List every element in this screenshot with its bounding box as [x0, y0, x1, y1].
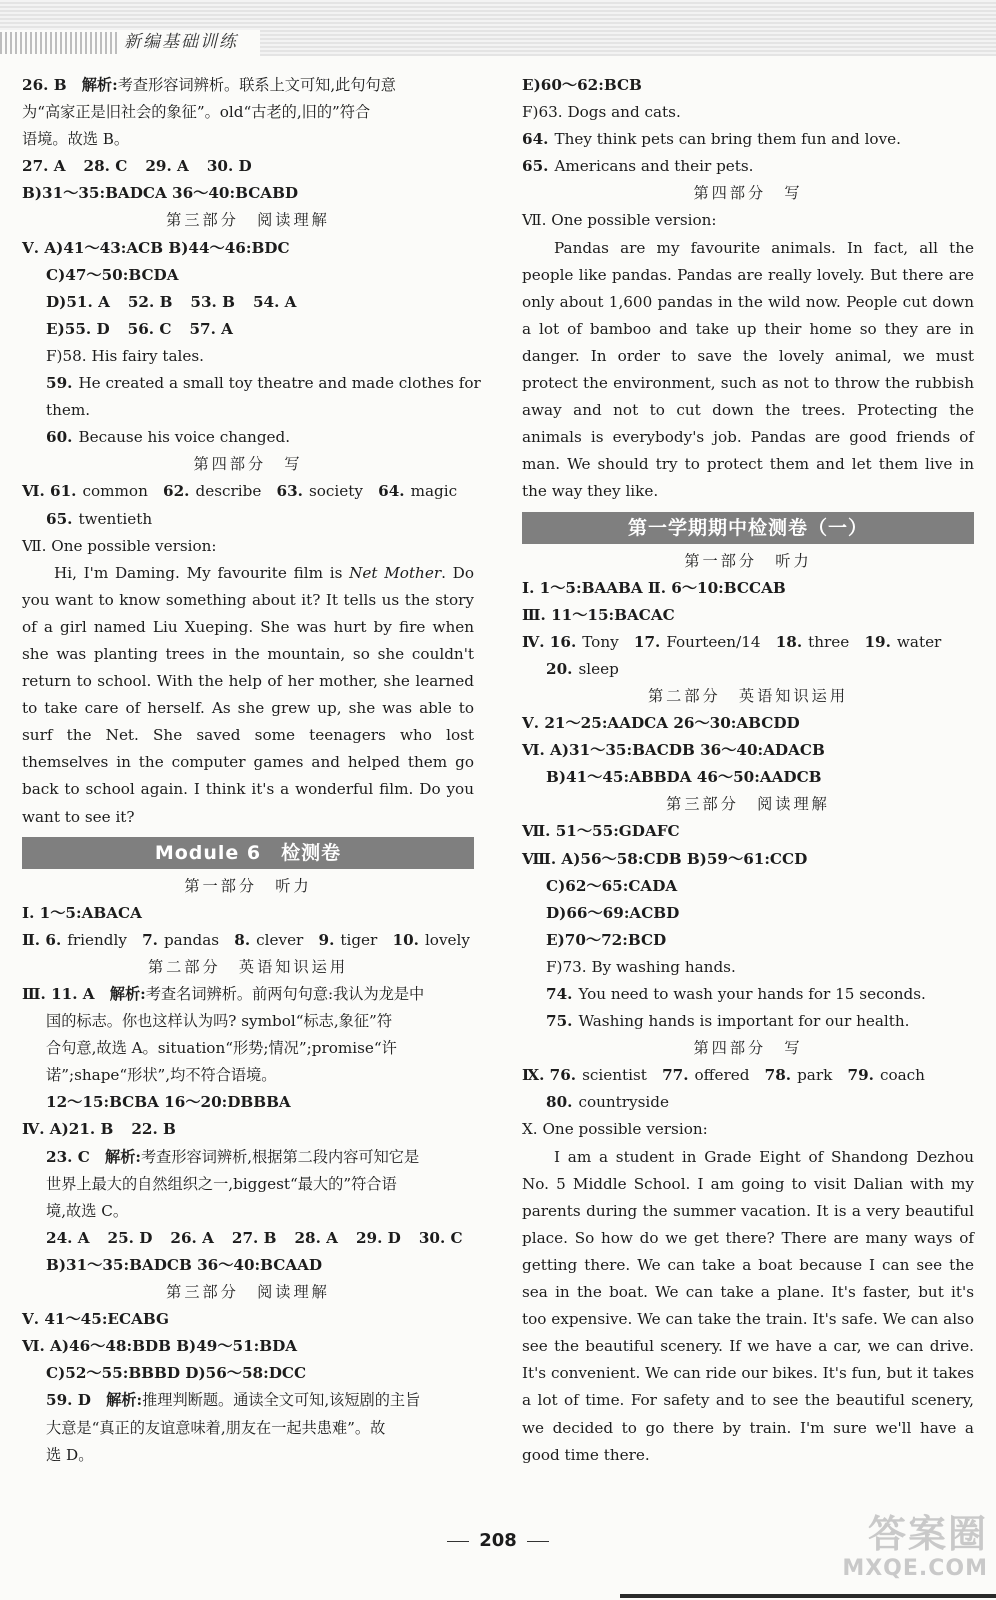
answer-line: 26. B 解析:考查形容词辨析。联系上文可知,此句句意 — [22, 76, 396, 94]
answer-line: them. — [46, 401, 91, 420]
answer-line: Ⅵ. A)46～48:BDB B)49～51:BDA — [22, 1337, 298, 1356]
answer-line: 12～15:BCBA 16～20:DBBBA — [46, 1093, 291, 1112]
answer-line: Ⅵ. A)31～35:BACDB 36～40:ADACB — [522, 741, 825, 760]
section-heading: 第二部分 英语知识运用 — [147, 957, 349, 976]
section-heading: 第一部分 听力 — [184, 876, 312, 895]
answer-line: Ⅰ. 1～5:BAABA Ⅱ. 6～10:BCCAB — [522, 578, 786, 597]
answer-line: C)47～50:BCDA — [46, 265, 179, 284]
section-heading: 第四部分 写 — [693, 184, 803, 203]
section-heading: 第三部分 阅读理解 — [166, 211, 330, 230]
answer-line: 59. D 解析:推理判断题。通读全文可知,该短剧的主旨 — [46, 1391, 421, 1410]
answer-line: E)55. D 56. C 57. A — [46, 319, 233, 338]
bottom-rule — [620, 1594, 996, 1598]
answer-line: Ⅴ. A)41～43:ACB B)44～46:BDC — [22, 238, 290, 257]
answer-line: D)51. A 52. B 53. B 54. A — [46, 292, 297, 311]
answer-line: Ⅱ. 6. friendly 7. pandas 8. clever 9. tiger 10. lovely — [22, 930, 470, 949]
section-heading: 第三部分 阅读理解 — [166, 1283, 330, 1302]
answer-line: 20. sleep — [546, 659, 619, 678]
answer-line: D)66～69:ACBD — [546, 903, 680, 922]
answer-line: Ⅹ. One possible version: — [522, 1120, 708, 1139]
answer-line: 80. countryside — [546, 1093, 669, 1112]
right-column — [522, 72, 974, 1469]
answer-line: B)41～45:ABBDA 46～50:AADCB — [546, 768, 822, 787]
answer-line: 诺”;shape“形状”,均不符合语境。 — [46, 1066, 277, 1085]
section-heading: 第二部分 英语知识运用 — [647, 686, 849, 705]
essay-paragraph: Hi, I'm Daming. My favourite film is Net Mother. Do you want to know something about it? It tells us the story of a girl named Liu Xueping. She was hurt by fire when she was planting trees in the mountain, so she couldn't return to school. With the help of her mother, she learned to take care of herself. As she grew up, she was able to surf the Net. She saved some teenagers who lost themselves in the computer games and helped them go back to school again. I think it's a wonderful film. Do you want to see it? — [22, 563, 474, 826]
answer-line: 64. They think pets can bring them fun and love. — [522, 130, 901, 149]
answer-line: 为“高家正是旧社会的象征”。old“古老的,旧的”符合 — [22, 103, 371, 122]
section-banner: Module 6 检测卷 — [22, 837, 474, 869]
answer-line: 国的标志。你也这样认为吗? symbol“标志,象征”符 — [46, 1012, 393, 1031]
answer-line: C)62～65:CADA — [546, 876, 678, 895]
answer-line: E)60～62:BCB — [522, 76, 642, 94]
answer-line: 合句意,故选 A。situation“形势;情况”;promise“许 — [46, 1039, 397, 1058]
answer-line: 75. Washing hands is important for our health. — [546, 1012, 910, 1031]
answer-line: Ⅷ. A)56～58:CDB B)59～61:CCD — [522, 849, 808, 868]
answer-line: B)31～35:BADCA 36～40:BCABD — [22, 184, 299, 203]
essay-paragraph: Pandas are my favourite animals. In fact, all the people like pandas. Pandas are really lovely. But there are only about 1,600 pandas in the wild now. People cut down a lot of bamboo and take up their home so they are in danger. In order to save the lovely animal, we must protect the environment, such as not to throw the rubbish away and not to cut down the trees. Protecting the animals is everybody's job. Pandas are good friends of man. We should try to protect them and let them live in the way they like. — [522, 238, 974, 501]
answer-line: 语境。故选 B。 — [22, 130, 130, 149]
answer-line: Ⅸ. 76. scientist 77. offered 78. park 79. coach — [522, 1066, 925, 1085]
answer-line: Ⅲ. 11. A 解析:考查名词辨析。前两句句意:我认为龙是中 — [22, 985, 425, 1003]
answer-line: 65. Americans and their pets. — [522, 157, 754, 176]
answer-line: 23. C 解析:考查形容词辨析,根据第二段内容可知它是 — [46, 1147, 420, 1166]
answer-line: B)31～35:BADCB 36～40:BCAAD — [46, 1255, 323, 1274]
section-heading: 第三部分 阅读理解 — [666, 795, 830, 814]
left-column — [22, 72, 481, 1469]
page-number: 208 — [0, 1527, 996, 1555]
answer-line: 选 D。 — [46, 1445, 94, 1464]
answer-line: Ⅳ. A)21. B 22. B — [22, 1120, 176, 1139]
page-header — [0, 0, 996, 58]
answer-line: 27. A 28. C 29. A 30. D — [22, 157, 252, 176]
answer-line: E)70～72:BCD — [546, 930, 667, 949]
section-heading: 第四部分 写 — [193, 455, 303, 474]
answer-line: 59. He created a small toy theatre and made clothes for — [46, 374, 481, 393]
answer-line: 60. Because his voice changed. — [46, 428, 291, 447]
answer-line: F)63. Dogs and cats. — [522, 103, 681, 122]
answer-line: 24. A 25. D 26. A 27. B 28. A 29. D 30. C — [46, 1228, 463, 1247]
answer-line: Ⅵ. 61. common 62. describe 63. society 64. magic — [22, 482, 458, 501]
header-stripes — [0, 32, 118, 54]
section-banner: 第一学期期中检测卷（一） — [522, 512, 974, 544]
essay-paragraph: I am a student in Grade Eight of Shandong Dezhou No. 5 Middle School. I am going to visit Dalian with my parents during the summer vacation. It is a very beautiful place. So how do we get there? There are many ways of getting there. We can take a boat because I can see the sea in the boat. We can take a plane. It's faster, but it's too expensive. We can take the train. It's safe. We can also see the beautiful scenery. If we have a car, we can drive. It's convenient. We can ride our bikes. It's fun, but it takes a lot of time. For safety and to see the beautiful scenery, we decided to go there by train. I'm sure we'll have a good time there. — [522, 1147, 974, 1464]
answer-line: Ⅲ. 11～15:BACAC — [522, 605, 675, 624]
answer-line: 65. twentieth — [46, 509, 153, 528]
section-heading: 第一部分 听力 — [684, 551, 812, 570]
answer-line: 大意是“真正的友谊意味着,朋友在一起共患难”。故 — [46, 1418, 386, 1437]
book-title: 新编基础训练 — [124, 32, 238, 52]
answer-line: Ⅴ. 21～25:AADCA 26～30:ABCDD — [522, 714, 800, 733]
answer-line: Ⅰ. 1～5:ABACA — [22, 903, 142, 922]
answer-line: Ⅴ. 41～45:ECABG — [22, 1310, 169, 1329]
answer-line: 境,故选 C。 — [46, 1201, 129, 1220]
section-heading: 第四部分 写 — [693, 1039, 803, 1058]
answer-line: Ⅶ. 51～55:GDAFC — [522, 822, 680, 841]
answer-line: Ⅶ. One possible version: — [22, 536, 217, 555]
answer-line: F)58. His fairy tales. — [46, 346, 204, 365]
answer-line: Ⅳ. 16. Tony 17. Fourteen/14 18. three 19. water — [522, 632, 942, 651]
answer-line: C)52～55:BBBD D)56～58:DCC — [46, 1364, 307, 1383]
watermark-logo: 答案圈 MXQE.COM — [842, 1512, 988, 1581]
answer-line: 世界上最大的自然组织之一,biggest“最大的”符合语 — [46, 1174, 397, 1193]
answer-line: F)73. By washing hands. — [546, 957, 736, 976]
answer-line: 74. You need to wash your hands for 15 seconds. — [546, 985, 926, 1003]
answer-line: Ⅶ. One possible version: — [522, 211, 717, 230]
